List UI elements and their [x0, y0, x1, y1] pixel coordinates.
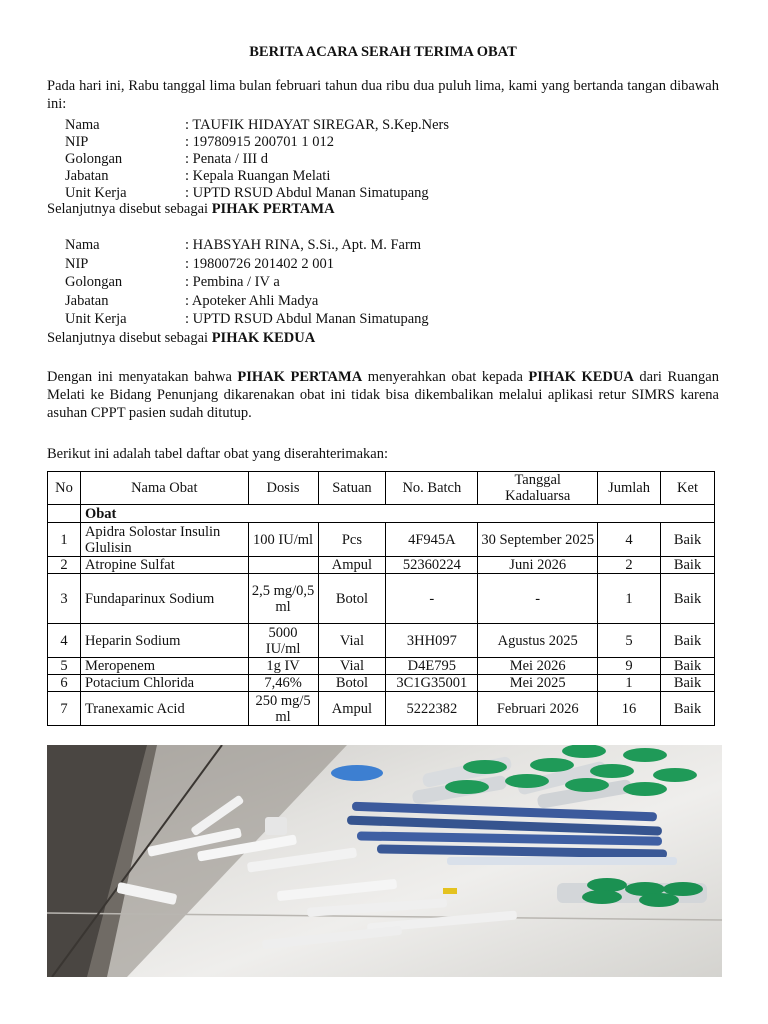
pihak-pertama-details	[65, 116, 705, 201]
pihak-pertama-row-unit-kerja	[65, 184, 705, 201]
cell-no: 5	[48, 658, 81, 675]
cell-nama-obat: Heparin Sodium	[80, 624, 248, 658]
cell-jumlah: 16	[598, 692, 661, 726]
cell-ket: Baik	[661, 675, 715, 692]
pihak-kedua-row-nama	[65, 236, 705, 255]
cell-nama-obat: Tranexamic Acid	[80, 692, 248, 726]
green-cap-icon	[590, 764, 634, 778]
designation-party: PIHAK PERTAMA	[211, 201, 335, 217]
field-label: Nama	[65, 117, 100, 133]
cell-kadaluarsa: Juni 2026	[478, 557, 598, 574]
field-value: : Pembina / IV a	[185, 274, 280, 290]
cell-nama-obat: Fundaparinux Sodium	[80, 574, 248, 624]
field-value: : Apoteker Ahli Madya	[185, 292, 319, 309]
field-label: NIP	[65, 255, 89, 272]
green-cap-icon	[639, 893, 679, 907]
cell-satuan: Vial	[318, 658, 386, 675]
cell-jumlah: 5	[598, 624, 661, 658]
designation-prefix: Selanjutnya disebut sebagai	[47, 201, 212, 217]
document-title: BERITA ACARA SERAH TERIMA OBAT	[249, 44, 517, 60]
cell-kadaluarsa: Mei 2025	[478, 675, 598, 692]
field-value: : UPTD RSUD Abdul Manan Simatupang	[185, 311, 429, 327]
ampoule-icon	[247, 847, 357, 872]
medicine-photo	[47, 745, 722, 977]
cell-satuan: Ampul	[318, 557, 386, 574]
cell-no: 6	[48, 675, 81, 692]
cell-no: 4	[48, 624, 81, 658]
green-cap-icon	[587, 878, 627, 892]
field-label: Unit Kerja	[65, 311, 127, 327]
cell-no: 1	[48, 523, 81, 557]
cell-satuan: Botol	[318, 675, 386, 692]
field-label: Jabatan	[65, 168, 109, 184]
cell-nama-obat: Meropenem	[80, 658, 248, 675]
pihak-kedua-row-nip	[65, 255, 705, 274]
table-section-row	[48, 505, 715, 523]
pihak-pertama-row-nama	[65, 116, 705, 133]
cell-batch: -	[386, 574, 478, 624]
cell-batch: D4E795	[386, 658, 478, 675]
cell-batch: 52360224	[386, 557, 478, 574]
cell-jumlah: 1	[598, 675, 661, 692]
green-cap-icon	[582, 890, 622, 904]
vials-group-bottom	[557, 878, 707, 907]
cell-nama-obat: Atropine Sulfat	[80, 557, 248, 574]
cell-kadaluarsa: Mei 2026	[478, 658, 598, 675]
field-value: : TAUFIK HIDAYAT SIREGAR, S.Kep.Ners	[185, 117, 450, 133]
cell-ket: Baik	[661, 557, 715, 574]
header-ket: Ket	[661, 472, 715, 505]
cell-kadaluarsa: Februari 2026	[478, 692, 598, 726]
green-cap-icon	[653, 768, 697, 782]
field-value: : 19780915 200701 1 012	[185, 134, 335, 150]
cell-nama-obat: Apidra Solostar Insulin Glulisin	[80, 523, 248, 557]
cell-batch: 4F945A	[386, 523, 478, 557]
cell-no: 2	[48, 557, 81, 574]
cell-dosis: 250 mg/5 ml	[248, 692, 318, 726]
ampoule-icon	[262, 926, 402, 950]
field-value: : Penata / III d	[185, 151, 268, 167]
cell-kadaluarsa: 30 September 2025	[478, 523, 598, 557]
statement-text: dari Ruangan Melati ke Bidang Penunjang dikarenakan obat ini tidak bisa dikembalikan melalui aplikasi retur SIMRS karena asuhan CPPT pasien sudah ditutup.	[47, 369, 719, 421]
header-satuan: Satuan	[318, 472, 386, 505]
statement-paragraph	[47, 368, 719, 422]
small-vial-icon	[265, 817, 287, 835]
cell-ket: Baik	[661, 574, 715, 624]
table-header-row	[48, 472, 715, 505]
cell-batch: 3C1G35001	[386, 675, 478, 692]
medicine-photo-drawing	[47, 745, 722, 977]
cell-satuan: Vial	[318, 624, 386, 658]
field-label: Golongan	[65, 151, 123, 167]
cell-jumlah: 9	[598, 658, 661, 675]
blue-cap-icon	[331, 765, 383, 781]
pihak-kedua-designation	[47, 329, 315, 347]
label-stripe-icon	[443, 888, 457, 894]
cell-nama-obat: Potacium Chlorida	[80, 675, 248, 692]
header-nama-obat: Nama Obat	[80, 472, 248, 505]
green-cap-icon	[623, 782, 667, 796]
cell-dosis: 100 IU/ml	[248, 523, 318, 557]
cell-ket: Baik	[661, 658, 715, 675]
cell-batch: 5222382	[386, 692, 478, 726]
pihak-kedua-details	[65, 236, 705, 329]
field-value: : HABSYAH RINA, S.Si., Apt. M. Farm	[185, 237, 422, 253]
insulin-pens-group	[347, 802, 677, 865]
pihak-pertama-row-nip	[65, 133, 705, 150]
table-row	[48, 557, 715, 574]
ampoule-icon	[307, 898, 447, 917]
table-row	[48, 624, 715, 658]
cell-no: 7	[48, 692, 81, 726]
field-label: Unit Kerja	[65, 185, 127, 201]
pihak-kedua-row-unit-kerja	[65, 310, 705, 329]
green-cap-icon	[562, 745, 606, 758]
cell-jumlah: 4	[598, 523, 661, 557]
pihak-kedua-row-golongan	[65, 273, 705, 292]
field-label: Nama	[65, 237, 100, 253]
table-intro: Berikut ini adalah tabel daftar obat yang diserahterimakan:	[47, 446, 389, 462]
section-empty-cell	[48, 505, 81, 523]
field-label: Golongan	[65, 274, 123, 290]
cell-ket: Baik	[661, 624, 715, 658]
statement-text: Dengan ini menyatakan bahwa	[47, 369, 238, 385]
field-value: : 19800726 201402 2 001	[185, 255, 335, 272]
cell-dosis: 2,5 mg/0,5 ml	[248, 574, 318, 624]
header-dosis: Dosis	[248, 472, 318, 505]
cell-ket: Baik	[661, 692, 715, 726]
cell-jumlah: 2	[598, 557, 661, 574]
ampoule-icon	[277, 879, 397, 901]
pihak-pertama-designation	[47, 200, 335, 218]
cell-dosis: 1g IV	[248, 658, 318, 675]
table-row	[48, 523, 715, 557]
syringe-icon	[447, 857, 677, 865]
insulin-pen-icon	[377, 844, 667, 858]
field-value: : Kepala Ruangan Melati	[185, 168, 331, 184]
cell-ket: Baik	[661, 523, 715, 557]
designation-prefix: Selanjutnya disebut sebagai	[47, 330, 212, 346]
cell-dosis: 7,46%	[248, 675, 318, 692]
cell-dosis: 5000 IU/ml	[248, 624, 318, 658]
statement-text: menyerahkan obat kepada	[362, 369, 529, 385]
field-value: : UPTD RSUD Abdul Manan Simatupang	[185, 185, 429, 201]
green-cap-icon	[623, 748, 667, 762]
cell-jumlah: 1	[598, 574, 661, 624]
pihak-kedua-row-jabatan	[65, 292, 705, 311]
green-cap-icon	[445, 780, 489, 794]
cell-no: 3	[48, 574, 81, 624]
cell-kadaluarsa: Agustus 2025	[478, 624, 598, 658]
statement-party-first: PIHAK PERTAMA	[237, 369, 363, 385]
pihak-pertama-row-jabatan	[65, 167, 705, 184]
intro-paragraph: Pada hari ini, Rabu tanggal lima bulan februari tahun dua ribu dua puluh lima, kami yang bertanda tangan dibawah ini:	[47, 78, 719, 112]
section-label: Obat	[80, 505, 714, 523]
green-cap-icon	[505, 774, 549, 788]
cell-satuan: Botol	[318, 574, 386, 624]
designation-party: PIHAK KEDUA	[211, 330, 316, 346]
field-label: NIP	[65, 134, 89, 150]
table-row	[48, 574, 715, 624]
green-cap-icon	[565, 778, 609, 792]
vials-group-top	[411, 745, 697, 809]
cell-kadaluarsa: -	[478, 574, 598, 624]
pihak-pertama-row-golongan	[65, 150, 705, 167]
green-cap-icon	[663, 882, 703, 896]
cell-dosis	[248, 557, 318, 574]
header-jumlah: Jumlah	[598, 472, 661, 505]
header-no: No	[48, 472, 81, 505]
green-cap-icon	[530, 758, 574, 772]
green-cap-icon	[463, 760, 507, 774]
table-row	[48, 692, 715, 726]
field-label: Jabatan	[65, 292, 109, 309]
table-row	[48, 658, 715, 675]
header-no-batch: No. Batch	[386, 472, 478, 505]
cell-satuan: Ampul	[318, 692, 386, 726]
cell-batch: 3HH097	[386, 624, 478, 658]
medicine-table	[47, 471, 715, 726]
table-row	[48, 675, 715, 692]
statement-party-second: PIHAK KEDUA	[528, 369, 634, 385]
header-tanggal-kadaluarsa: Tanggal Kadaluarsa	[478, 472, 598, 505]
cell-satuan: Pcs	[318, 523, 386, 557]
